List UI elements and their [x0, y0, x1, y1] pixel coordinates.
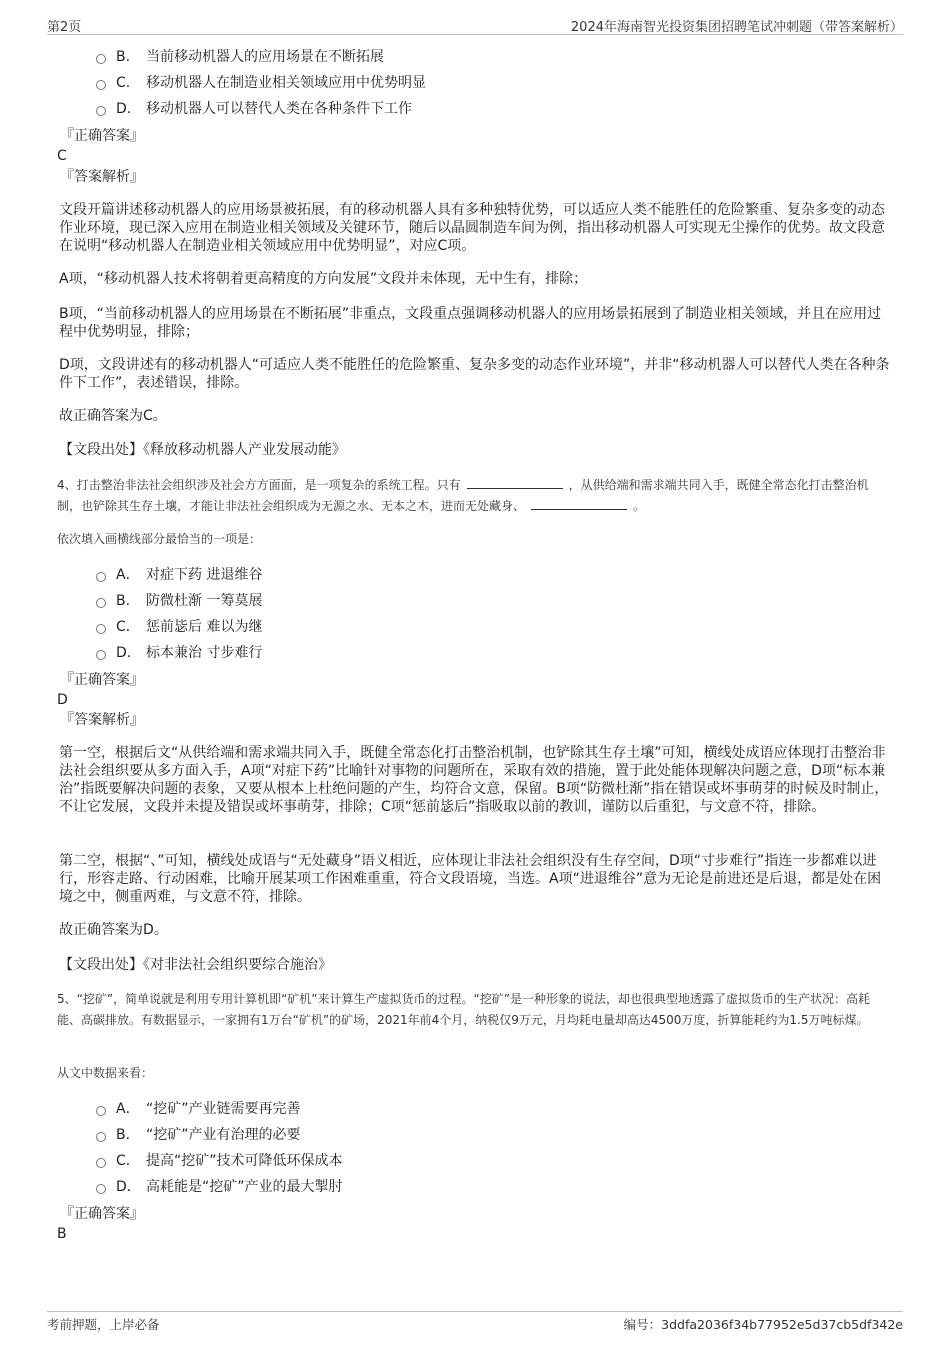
- q4-prompt: 依次填入画横线部分最恰当的一项是：: [57, 532, 262, 546]
- q4-analysis-paragraph: 第二空，根据“、”可知，横线处成语与“无处藏身”语义相近，应体现让非法社会组织没有生存空间，D项“寸步难行”指连一步都难以进行，形容走路、行动困难，比喻开展某项工作困难重重，符合文段语境，当选。A项“进退维谷”意为无论是前进还是后退，都是处在困境之中，侧重两难，与文意不符，排除。: [59, 853, 882, 905]
- q4-option-d[interactable]: [96, 643, 262, 663]
- option-text: 防微杜渐 一筹莫展: [146, 593, 263, 609]
- q4-source: 【文段出处】《对非法社会组织要综合施治》: [59, 957, 332, 973]
- q3-analysis-paragraph: A项，“移动机器人技术将朝着更高精度的方向发展”文段并未体现，无中生有，排除；: [59, 271, 588, 287]
- q3-answer-label: 『正确答案』: [60, 128, 144, 144]
- q5-option-a[interactable]: [96, 1099, 301, 1119]
- q5-option-b[interactable]: [96, 1125, 301, 1145]
- document-title: 2024年海南智光投资集团招聘笔试冲刺题（带答案解析）: [570, 20, 903, 35]
- q3-option-c[interactable]: [96, 73, 426, 93]
- q5-stem: 5、“挖矿”，简单说就是利用专用计算机即“矿机”来计算生产虚拟货币的过程。“挖矿”是一种形象的说法，却也很典型地透露了虚拟货币的生产状况：高耗能、高碳排放。有数据显示，一家拥有1万台“矿机”的矿场，2021年前4个月，纳税仅9万元，月均耗电量却高达4500万度，折算能耗约为1.5万吨标煤。: [57, 992, 870, 1027]
- radio-icon[interactable]: [96, 80, 106, 90]
- document-code: 编号：3ddfa2036f34b77952e5d37cb5df342e: [623, 1317, 903, 1332]
- q5-prompt: 从文中数据来看：: [57, 1066, 154, 1080]
- option-letter: C．: [116, 1153, 140, 1169]
- q3-conclusion: 故正确答案为C。: [59, 408, 167, 424]
- q4-stem: [57, 475, 891, 517]
- q4-option-c[interactable]: [96, 617, 262, 637]
- q3-analysis-paragraph: 文段开篇讲述移动机器人的应用场景被拓展，有的移动机器人具有多种独特优势，可以适应人类不能胜任的危险繁重、复杂多变的动态作业环境，现已深入应用在制造业相关领域及关键环节，随后以晶圆制造车间为例，指出移动机器人可实现无尘操作的优势。故文段意在说明“移动机器人在制造业相关领域应用中优势明显”，对应C项。: [59, 202, 885, 254]
- q4-answer-label: 『正确答案』: [60, 672, 144, 688]
- option-text: 高耗能是“挖矿”产业的最大掣肘: [146, 1179, 343, 1195]
- option-letter: C．: [116, 619, 140, 635]
- radio-icon[interactable]: [96, 572, 106, 582]
- radio-icon[interactable]: [96, 1184, 106, 1194]
- option-text: 移动机器人可以替代人类在各种条件下工作: [146, 101, 412, 117]
- radio-icon[interactable]: [96, 1158, 106, 1168]
- q4-stem-part: 。: [633, 499, 646, 513]
- q3-analysis-paragraph: B项，“当前移动机器人的应用场景在不断拓展”非重点，文段重点强调移动机器人的应用场景拓展到了制造业相关领域，并且在应用过程中优势明显，排除；: [59, 306, 882, 340]
- option-text: 当前移动机器人的应用场景在不断拓展: [146, 49, 384, 65]
- option-letter: D．: [116, 645, 141, 661]
- radio-icon[interactable]: [96, 1106, 106, 1116]
- q3-analysis-label: 『答案解析』: [60, 169, 144, 185]
- radio-icon[interactable]: [96, 54, 106, 64]
- q3-answer: C: [57, 148, 67, 164]
- fill-blank: [531, 497, 627, 510]
- page-header: [47, 14, 903, 35]
- q5-option-c[interactable]: [96, 1151, 343, 1171]
- option-letter: A．: [116, 567, 140, 583]
- q5-answer: B: [57, 1226, 67, 1242]
- option-letter: B．: [116, 593, 140, 609]
- option-letter: A．: [116, 1101, 140, 1117]
- q3-source: 【文段出处】《释放移动机器人产业发展动能》: [59, 442, 346, 458]
- q4-stem-part: ，从供给端和需求端共同入手，既健全常态化打击整治机制，也铲除其生存土壤，才能让非法社会组织成为无源之水、无本之木，进而无处藏身、: [57, 478, 869, 513]
- q3-option-b[interactable]: [96, 47, 384, 67]
- option-letter: C.: [116, 75, 131, 91]
- q4-option-a[interactable]: [96, 565, 262, 585]
- q4-analysis-label: 『答案解析』: [60, 712, 144, 728]
- radio-icon[interactable]: [96, 650, 106, 660]
- q4-option-b[interactable]: [96, 591, 262, 611]
- q5-option-d[interactable]: [96, 1177, 343, 1197]
- option-text: 对症下药 进退维谷: [146, 567, 263, 583]
- option-letter: D.: [116, 101, 132, 117]
- option-text: 提高“挖矿”技术可降低环保成本: [146, 1153, 343, 1169]
- option-letter: D．: [116, 1179, 141, 1195]
- option-text: 标本兼治 寸步难行: [146, 645, 263, 661]
- q5-answer-label: 『正确答案』: [60, 1206, 144, 1222]
- footer-slogan: 考前押题，上岸必备: [47, 1317, 160, 1332]
- q4-answer: D: [57, 692, 68, 708]
- option-text: 移动机器人在制造业相关领域应用中优势明显: [146, 75, 426, 91]
- q4-analysis-paragraph: 第一空，根据后文“从供给端和需求端共同入手，既健全常态化打击整治机制，也铲除其生存土壤”可知，横线处成语应体现打击整治非法社会组织要从多方面入手，A项“对症下药”比喻针对事物的问题所在，采取有效的措施，置于此处能体现解决问题之意，D项“标本兼治”指既要解决问题的表象，又要从根本上杜绝问题的产生，均符合文意，保留。B项“防微杜渐”指在错误或坏事萌芽的时候及时制止，不让它发展，文段并未提及错误或坏事萌芽，排除；C项“惩前毖后”指吸取以前的教训，谨防以后重犯，与文意不符，排除。: [59, 745, 889, 815]
- q3-analysis-paragraph: D项，文段讲述有的移动机器人“可适应人类不能胜任的危险繁重、复杂多变的动态作业环境”，并非“移动机器人可以替代人类在各种条件下工作”，表述错误，排除。: [59, 357, 890, 391]
- page-footer: [47, 1311, 903, 1338]
- radio-icon[interactable]: [96, 106, 106, 116]
- q4-conclusion: 故正确答案为D。: [59, 922, 168, 938]
- option-letter: B．: [116, 1127, 140, 1143]
- radio-icon[interactable]: [96, 1132, 106, 1142]
- q3-option-d[interactable]: [96, 99, 412, 119]
- radio-icon[interactable]: [96, 598, 106, 608]
- option-text: “挖矿”产业有治理的必要: [146, 1127, 301, 1143]
- option-text: “挖矿”产业链需要再完善: [146, 1101, 301, 1117]
- fill-blank: [467, 476, 563, 489]
- option-letter: B.: [116, 49, 131, 65]
- q4-stem-part: 4、打击整治非法社会组织涉及社会方方面面，是一项复杂的系统工程。只有: [57, 478, 461, 492]
- radio-icon[interactable]: [96, 624, 106, 634]
- page-number: 第2页: [47, 20, 82, 35]
- option-text: 惩前毖后 难以为继: [146, 619, 263, 635]
